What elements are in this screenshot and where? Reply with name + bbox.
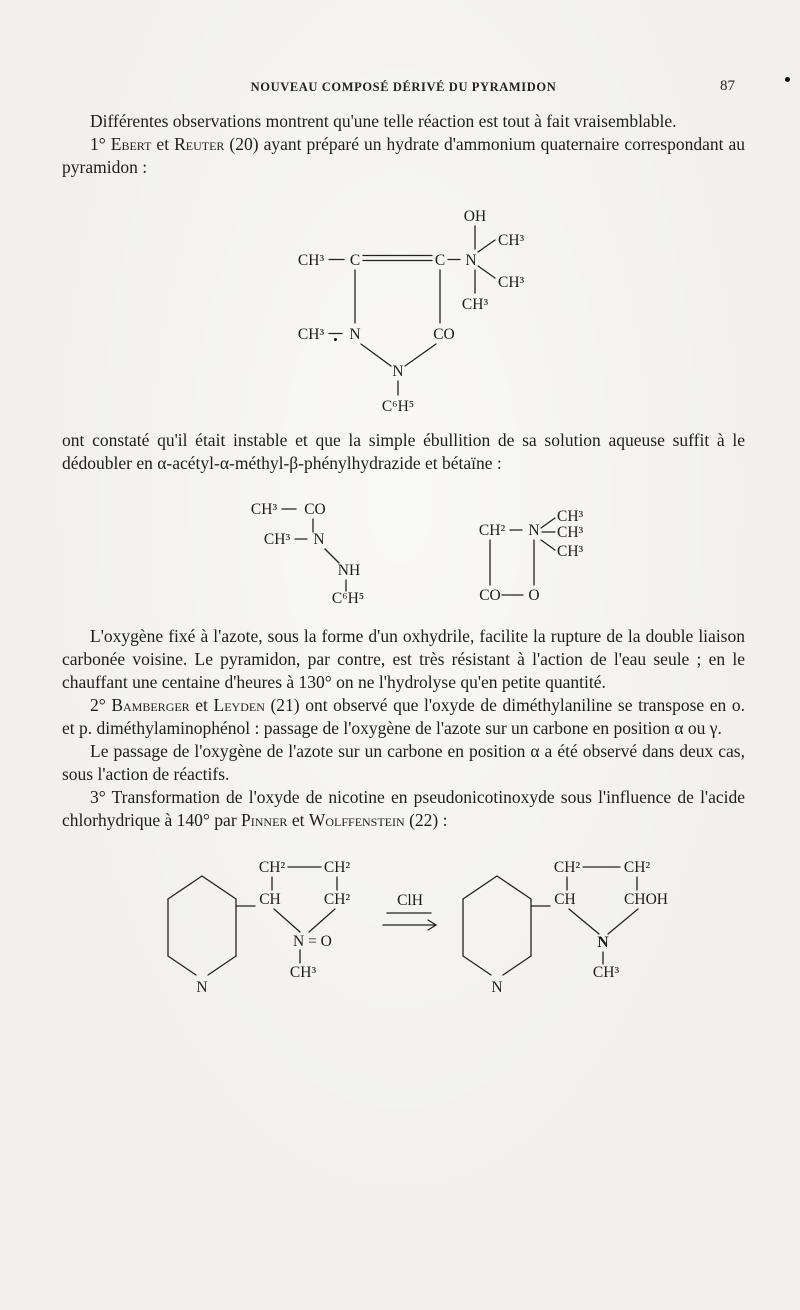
atom-label: CH³ (297, 252, 325, 269)
atom-label: OH (463, 208, 487, 225)
atom-label: O (528, 587, 540, 604)
atom-label: N (392, 363, 404, 380)
atom-label: CH² (323, 891, 351, 908)
atom-label: CH³ (263, 531, 291, 548)
atom-label: CH³ (461, 296, 489, 313)
paragraph-ebert-reuter (62, 133, 745, 179)
atom-label: CH² (553, 859, 581, 876)
formula-betaine (469, 509, 594, 609)
page-body (62, 80, 745, 1001)
atom-label: C⁶H⁵ (381, 398, 415, 415)
atom-label: N (597, 934, 609, 951)
atom-label: CO (479, 587, 501, 604)
figure-nicotine-reaction (157, 846, 745, 1001)
formula-hydrazide (234, 499, 409, 607)
paragraph-intro (62, 110, 745, 133)
paragraph-passage (62, 740, 745, 786)
atom-label: C (434, 252, 446, 269)
paragraph-decomposition (62, 429, 745, 475)
atom-label: CH² (323, 859, 351, 876)
atom-label: CH (554, 891, 576, 908)
running-head (62, 80, 745, 98)
formula-pyramidon-hydrate (284, 203, 534, 415)
text-run: et (151, 134, 175, 154)
text-run: 2° (90, 695, 112, 715)
atom-label: CH³ (498, 274, 525, 291)
author-name: Bamberger (111, 695, 190, 715)
atom-label: N (349, 326, 361, 343)
atom-label: CH² (478, 522, 506, 539)
text-run: (20) ayant préparé un hydrate d'ammonium quaternaire correspondant au pyramidon : (62, 134, 745, 177)
atom-label: CH³ (250, 501, 278, 518)
atom-label: CH³ (557, 524, 584, 541)
author-name: Ebert (110, 134, 152, 154)
text-run: (22) : (404, 810, 448, 830)
author-name: Pinner (241, 810, 288, 830)
atom-label: CH³ (592, 964, 620, 981)
paragraph-nicotine (62, 786, 745, 832)
bond-lines (282, 509, 346, 591)
atom-label: C (349, 252, 361, 269)
atom-label: CH³ (289, 964, 317, 981)
atom-label: NH (337, 562, 361, 579)
text-run: Différentes observations montrent qu'une telle réaction est tout à fait vraisemblable. (90, 111, 677, 131)
ink-speck (785, 77, 790, 82)
atom-label: CO (304, 501, 326, 518)
page-number: 87 (720, 78, 735, 94)
atom-label: N (313, 531, 325, 548)
bond-lines (168, 867, 337, 975)
figure-hydrazide-betaine (234, 499, 745, 609)
author-name: Wolffenstein (308, 810, 405, 830)
bond-lines (463, 867, 638, 975)
text-run: (21) ont observé que l'oxyde de diméthylaniline se transpose en o. et p. diméthylaminophénol : passage de l'oxygène de l'azote sur un carbone en position α ou γ. (62, 695, 745, 738)
reaction-arrow (377, 891, 447, 941)
text-run: 3° Transformation de l'oxyde de nicotine en pseudonicotinoxyde sous l'influence de l'acide chlorhydrique à 140° par (62, 787, 745, 830)
atom-label: CH³ (297, 326, 325, 343)
text-run: L'oxygène fixé à l'azote, sous la forme d'un oxhydrile, facilite la rupture de la double liaison carbonée voisine. Le pyramidon, par contre, est très résistant à l'action de l'eau seule ; en le chauffant une centaine d'heures à 130° on ne l'hydrolyse qu'en petite quantité. (62, 626, 745, 692)
running-head-title: NOUVEAU COMPOSÉ DÉRIVÉ DU PYRAMIDON (250, 80, 557, 94)
atom-label: CH (259, 891, 281, 908)
formula-pseudonicotinoxyde (452, 846, 687, 1001)
arrow-lines (383, 913, 436, 930)
atom-label: N (491, 979, 503, 996)
atom-label: CO (433, 326, 455, 343)
atom-label: CH³ (498, 232, 525, 249)
atom-label: CH³ (557, 508, 584, 525)
atom-label: CHOH (624, 891, 668, 908)
atom-label: N (196, 979, 208, 996)
figure-pyramidon-hydrate (284, 203, 745, 415)
reagent-label: ClH (397, 892, 423, 909)
text-run: ont constaté qu'il était instable et que la simple ébullition de sa solution aqueuse suffit à le dédoubler en α-acétyl-α-méthyl-β-phénylhydrazide et bétaïne : (62, 430, 745, 473)
atom-label: CH² (623, 859, 651, 876)
text-run: et (189, 695, 214, 715)
atom-label: C⁶H⁵ (331, 590, 365, 607)
atom-label: CH² (258, 859, 286, 876)
atom-label: N (528, 522, 540, 539)
text-run: Le passage de l'oxygène de l'azote sur un carbone en position α a été observé dans deux cas, sous l'action de réactifs. (62, 741, 745, 784)
paragraph-bamberger-leyden (62, 694, 745, 740)
text-run: et (287, 810, 309, 830)
atom-label: CH³ (557, 543, 584, 560)
atom-label: N = O (293, 933, 332, 950)
text-run: 1° (90, 134, 111, 154)
paragraph-oxygene (62, 625, 745, 694)
formula-nicotine-oxide (157, 846, 362, 1001)
atom-label: N (465, 252, 477, 269)
author-name: Reuter (174, 134, 225, 154)
author-name: Leyden (213, 695, 265, 715)
